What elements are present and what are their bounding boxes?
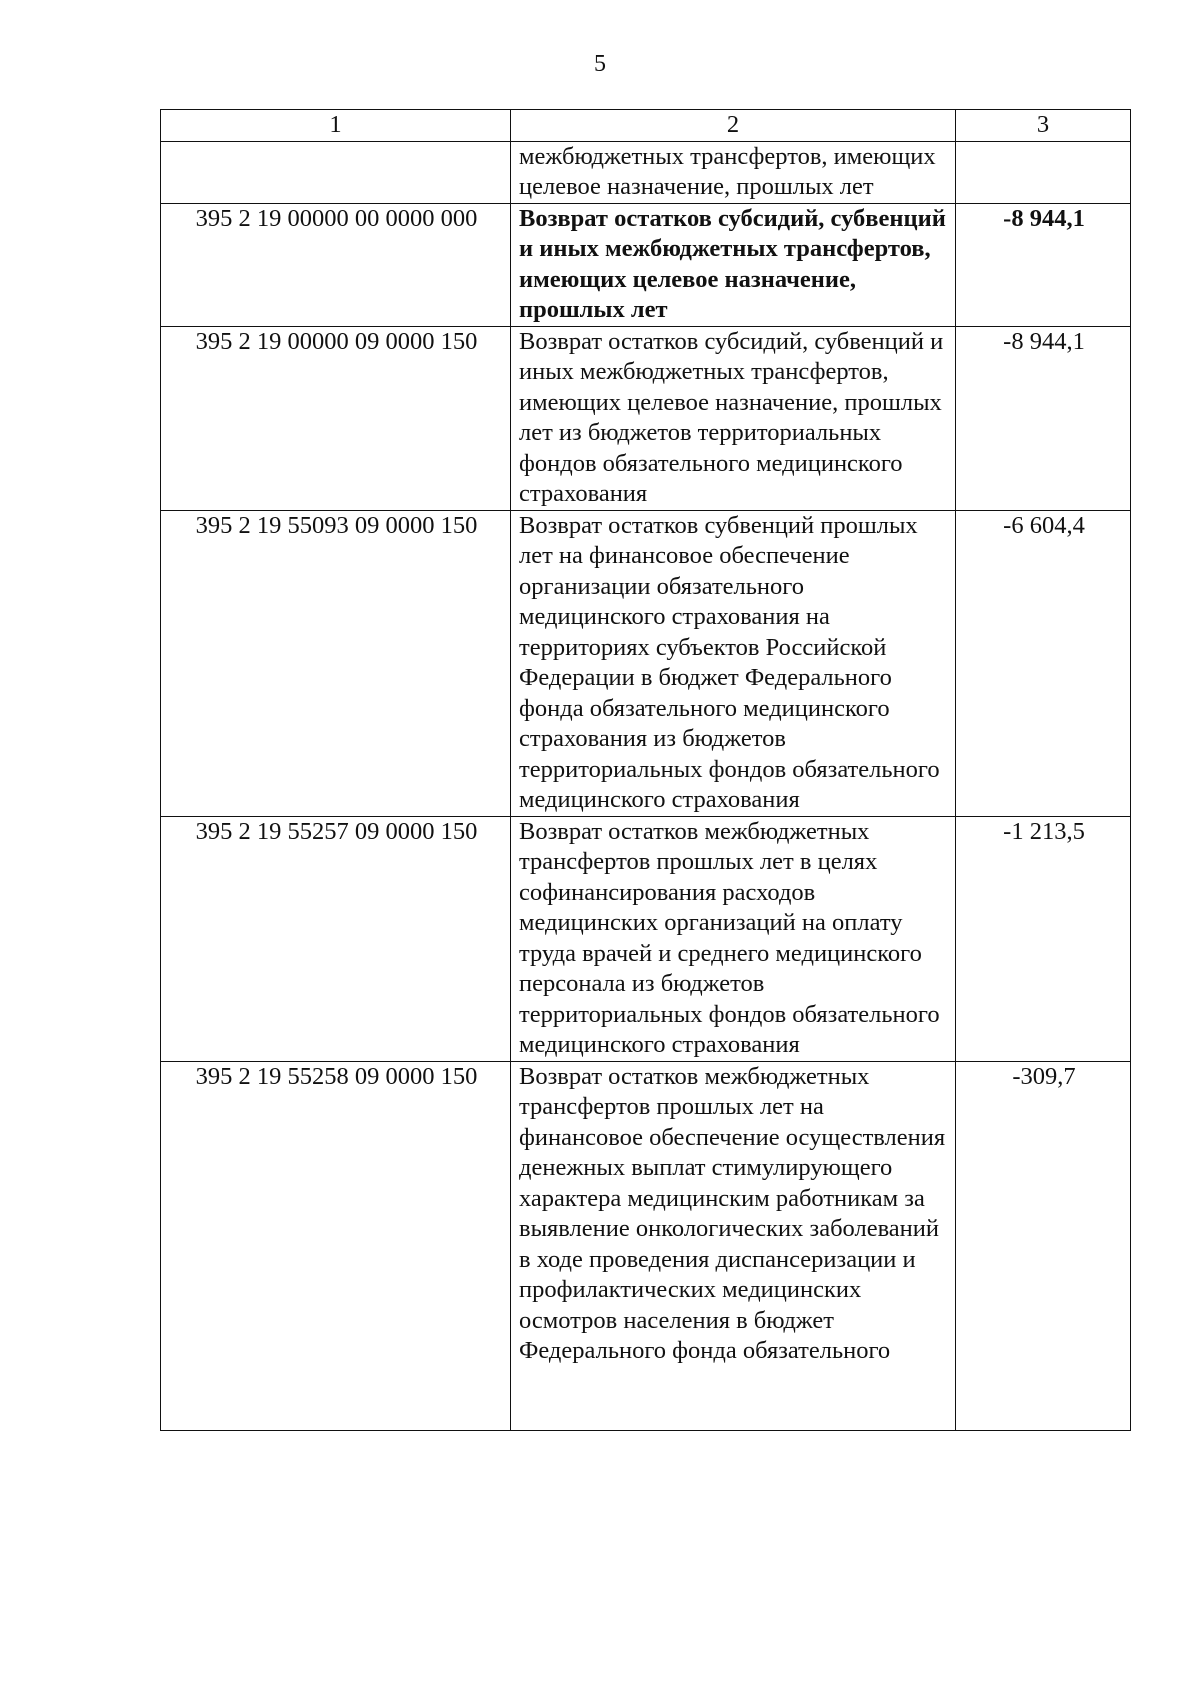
row-description: Возврат остатков субсидий, субвенций и иных межбюджетных трансфертов, имеющих целевое назначение, прошлых лет из бюджетов территориальных фондов обязательного медицинского страхования bbox=[511, 326, 956, 510]
budget-table bbox=[160, 109, 1131, 1431]
column-number-3: 3 bbox=[956, 110, 1131, 142]
row-code: 395 2 19 55257 09 0000 150 bbox=[161, 816, 511, 1061]
row-description: Возврат остатков субвенций прошлых лет на финансовое обеспечение организации обязательного медицинского страхования на территориях субъектов Российской Федерации в бюджет Федерального фонда обязательного медицинского страхования из бюджетов территориальных фондов обязательного медицинского страхования bbox=[511, 510, 956, 816]
table-row-total bbox=[161, 203, 1131, 326]
table-row bbox=[161, 141, 1131, 203]
page-number: 5 bbox=[594, 51, 606, 77]
row-amount: -1 213,5 bbox=[956, 816, 1131, 1061]
table-row bbox=[161, 816, 1131, 1061]
row-description: Возврат остатков субсидий, субвенций и иных межбюджетных трансфертов, имеющих целевое назначение, прошлых лет bbox=[511, 203, 956, 326]
table-row bbox=[161, 326, 1131, 510]
row-amount bbox=[956, 141, 1131, 203]
row-description: межбюджетных трансфертов, имеющих целевое назначение, прошлых лет bbox=[511, 141, 956, 203]
row-code: 395 2 19 55258 09 0000 150 bbox=[161, 1061, 511, 1430]
row-amount: -6 604,4 bbox=[956, 510, 1131, 816]
table-row bbox=[161, 1061, 1131, 1430]
row-amount: -8 944,1 bbox=[956, 326, 1131, 510]
row-code: 395 2 19 00000 00 0000 000 bbox=[161, 203, 511, 326]
column-number-2: 2 bbox=[511, 110, 956, 142]
table-row bbox=[161, 510, 1131, 816]
row-code: 395 2 19 55093 09 0000 150 bbox=[161, 510, 511, 816]
row-amount: -309,7 bbox=[956, 1061, 1131, 1430]
column-number-row bbox=[161, 110, 1131, 142]
row-description: Возврат остатков межбюджетных трансфертов прошлых лет в целях софинансирования расходов медицинских организаций на оплату труда врачей и среднего медицинского персонала из бюджетов территориальных фондов обязательного медицинского страхования bbox=[511, 816, 956, 1061]
row-code bbox=[161, 141, 511, 203]
row-code: 395 2 19 00000 09 0000 150 bbox=[161, 326, 511, 510]
row-description: Возврат остатков межбюджетных трансфертов прошлых лет на финансовое обеспечение осуществления денежных выплат стимулирующего характера медицинским работникам за выявление онкологических заболеваний в ходе проведения диспансеризации и профилактических медицинских осмотров населения в бюджет Федерального фонда обязательного bbox=[511, 1061, 956, 1430]
column-number-1: 1 bbox=[161, 110, 511, 142]
row-amount: -8 944,1 bbox=[956, 203, 1131, 326]
